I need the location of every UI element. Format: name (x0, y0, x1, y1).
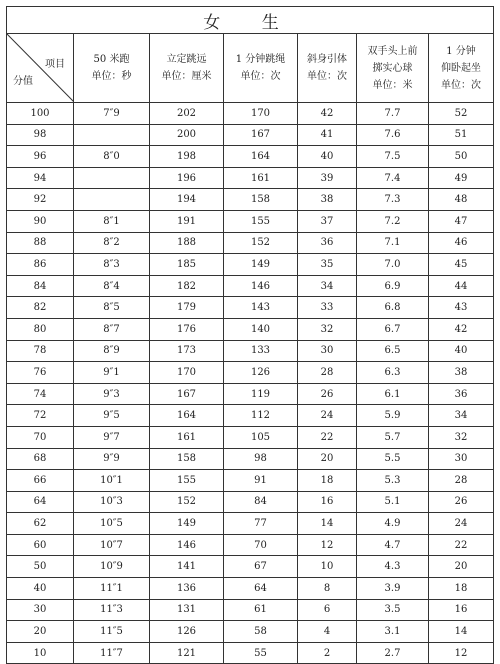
table-cell: 36 (298, 232, 357, 254)
score-cell: 74 (7, 383, 74, 405)
table-cell: 8″2 (74, 232, 150, 254)
table-cell: 6.8 (357, 297, 429, 319)
table-cell: 6.1 (357, 383, 429, 405)
table-cell (74, 189, 150, 211)
table-cell: 52 (429, 103, 494, 125)
table-cell: 18 (298, 470, 357, 492)
table-cell: 35 (298, 254, 357, 276)
table-cell: 6 (298, 599, 357, 621)
table-cell: 4 (298, 621, 357, 643)
table-cell: 44 (429, 275, 494, 297)
score-cell: 68 (7, 448, 74, 470)
score-cell: 80 (7, 318, 74, 340)
table-cell: 70 (224, 534, 298, 556)
table-row (7, 448, 494, 470)
table-cell: 14 (298, 513, 357, 535)
column-header-line: 双手头上前 (367, 45, 418, 57)
score-cell: 64 (7, 491, 74, 513)
table-cell: 5.5 (357, 448, 429, 470)
table-cell: 11″1 (74, 578, 150, 600)
table-cell: 11″7 (74, 642, 150, 664)
table-cell: 164 (150, 405, 224, 427)
table-row (7, 124, 494, 146)
table-cell: 11″3 (74, 599, 150, 621)
table-cell: 121 (150, 642, 224, 664)
table-row (7, 556, 494, 578)
table-cell: 30 (429, 448, 494, 470)
table-cell: 185 (150, 254, 224, 276)
table-cell: 6.9 (357, 275, 429, 297)
table-cell: 7″9 (74, 103, 150, 125)
table-cell: 143 (224, 297, 298, 319)
table-cell: 112 (224, 405, 298, 427)
table-cell: 50 (429, 146, 494, 168)
table-cell: 7.7 (357, 103, 429, 125)
table-cell: 2 (298, 642, 357, 664)
table-cell: 8″5 (74, 297, 150, 319)
diagonal-header-cell (7, 34, 74, 103)
table-cell: 7.6 (357, 124, 429, 146)
score-cell: 84 (7, 275, 74, 297)
table-cell: 164 (224, 146, 298, 168)
score-cell: 90 (7, 210, 74, 232)
score-cell: 82 (7, 297, 74, 319)
table-cell: 36 (429, 383, 494, 405)
score-cell: 100 (7, 103, 74, 125)
score-cell: 88 (7, 232, 74, 254)
table-cell: 10″5 (74, 513, 150, 535)
table-cell: 64 (224, 578, 298, 600)
table-cell: 126 (150, 621, 224, 643)
table-cell: 9″3 (74, 383, 150, 405)
score-cell: 72 (7, 405, 74, 427)
table-cell: 6.3 (357, 362, 429, 384)
table-cell: 55 (224, 642, 298, 664)
table-cell: 141 (150, 556, 224, 578)
table-cell: 149 (224, 254, 298, 276)
table-cell: 16 (429, 599, 494, 621)
table-body (7, 103, 494, 664)
table-cell: 4.9 (357, 513, 429, 535)
table-cell: 47 (429, 210, 494, 232)
column-header-unit: 单位：次 (441, 79, 481, 91)
table-row (7, 340, 494, 362)
column-header-unit: 单位：次 (240, 71, 281, 82)
table-cell: 84 (224, 491, 298, 513)
column-header-line: 斜身引体 (307, 54, 347, 65)
table-cell: 161 (150, 426, 224, 448)
table-cell: 38 (429, 362, 494, 384)
table-cell: 12 (298, 534, 357, 556)
table-cell: 4.7 (357, 534, 429, 556)
table-cell: 3.1 (357, 621, 429, 643)
table-cell: 10″9 (74, 556, 150, 578)
table-cell: 8″7 (74, 318, 150, 340)
table-row (7, 405, 494, 427)
score-cell: 86 (7, 254, 74, 276)
table-row (7, 297, 494, 319)
table-cell: 9″7 (74, 426, 150, 448)
table-row (7, 275, 494, 297)
table-cell: 46 (429, 232, 494, 254)
table-cell: 51 (429, 124, 494, 146)
score-table (6, 6, 494, 664)
table-cell: 61 (224, 599, 298, 621)
table-cell: 146 (224, 275, 298, 297)
table-cell: 6.5 (357, 340, 429, 362)
table-cell: 14 (429, 621, 494, 643)
column-header-standing-jump (150, 34, 224, 103)
table-cell: 8 (298, 578, 357, 600)
table-cell: 173 (150, 340, 224, 362)
table-cell: 7.4 (357, 167, 429, 189)
table-cell: 22 (298, 426, 357, 448)
table-cell: 161 (224, 167, 298, 189)
table-row (7, 426, 494, 448)
table-cell: 34 (298, 275, 357, 297)
score-cell: 10 (7, 642, 74, 664)
table-cell: 30 (298, 340, 357, 362)
table-cell: 4.3 (357, 556, 429, 578)
score-cell: 70 (7, 426, 74, 448)
table-cell: 24 (298, 405, 357, 427)
column-header-unit: 单位：米 (372, 79, 413, 91)
table-row (7, 513, 494, 535)
table-cell: 41 (298, 124, 357, 146)
score-cell: 78 (7, 340, 74, 362)
column-header-line: 1 分钟跳绳 (235, 54, 286, 65)
table-cell: 167 (150, 383, 224, 405)
table-row (7, 534, 494, 556)
table-cell: 42 (298, 103, 357, 125)
column-header-rope-skipping (224, 34, 298, 103)
column-header-ball-throw (357, 34, 429, 103)
table-cell: 5.9 (357, 405, 429, 427)
column-header-line: 50 米跑 (93, 54, 130, 65)
column-header-unit: 单位：厘米 (161, 71, 212, 82)
table-cell: 2.7 (357, 642, 429, 664)
score-cell: 30 (7, 599, 74, 621)
column-header-50m-run (74, 34, 150, 103)
table-cell: 5.1 (357, 491, 429, 513)
table-cell: 149 (150, 513, 224, 535)
table-cell: 7.2 (357, 210, 429, 232)
score-cell: 66 (7, 470, 74, 492)
table-cell: 167 (224, 124, 298, 146)
table-cell (74, 124, 150, 146)
corner-label-score: 分值 (13, 76, 33, 87)
score-cell: 20 (7, 621, 74, 643)
table-cell: 170 (224, 103, 298, 125)
table-row (7, 578, 494, 600)
score-cell: 94 (7, 167, 74, 189)
column-header-line: 掷实心球 (372, 62, 413, 74)
table-cell: 26 (429, 491, 494, 513)
table-cell: 40 (298, 146, 357, 168)
table-cell: 12 (429, 642, 494, 664)
table-cell: 39 (298, 167, 357, 189)
score-cell: 96 (7, 146, 74, 168)
score-cell: 98 (7, 124, 74, 146)
table-cell: 8″3 (74, 254, 150, 276)
table-cell: 10″1 (74, 470, 150, 492)
table-row (7, 383, 494, 405)
table-cell: 3.9 (357, 578, 429, 600)
table-title: 女 生 (7, 7, 494, 34)
table-cell: 37 (298, 210, 357, 232)
table-cell: 7.0 (357, 254, 429, 276)
column-header-line: 仰卧起坐 (441, 62, 481, 74)
table-cell: 7.1 (357, 232, 429, 254)
table-cell: 20 (429, 556, 494, 578)
corner-label-item: 项目 (45, 59, 65, 70)
table-cell: 158 (150, 448, 224, 470)
table-cell: 22 (429, 534, 494, 556)
table-cell: 34 (429, 405, 494, 427)
table-cell: 152 (150, 491, 224, 513)
table-cell: 7.3 (357, 189, 429, 211)
table-cell: 136 (150, 578, 224, 600)
table-cell: 8″9 (74, 340, 150, 362)
table-cell: 155 (224, 210, 298, 232)
table-row (7, 167, 494, 189)
table-cell: 182 (150, 275, 224, 297)
table-cell: 38 (298, 189, 357, 211)
table-cell: 158 (224, 189, 298, 211)
table-cell: 133 (224, 340, 298, 362)
table-cell: 126 (224, 362, 298, 384)
table-row (7, 146, 494, 168)
table-cell: 18 (429, 578, 494, 600)
table-row (7, 599, 494, 621)
table-cell: 105 (224, 426, 298, 448)
table-cell: 77 (224, 513, 298, 535)
table-cell: 8″1 (74, 210, 150, 232)
table-cell: 11″5 (74, 621, 150, 643)
table-cell: 48 (429, 189, 494, 211)
table-row (7, 362, 494, 384)
table-cell: 200 (150, 124, 224, 146)
table-cell: 8″4 (74, 275, 150, 297)
score-cell: 50 (7, 556, 74, 578)
column-header-line: 立定跳远 (166, 54, 207, 65)
table-cell: 28 (429, 470, 494, 492)
column-header-line: 1 分钟 (446, 45, 476, 57)
table-cell: 152 (224, 232, 298, 254)
table-cell: 40 (429, 340, 494, 362)
header-row (7, 34, 494, 103)
table-cell: 10″3 (74, 491, 150, 513)
table-cell: 8″0 (74, 146, 150, 168)
table-cell: 98 (224, 448, 298, 470)
table-cell: 33 (298, 297, 357, 319)
table-cell: 188 (150, 232, 224, 254)
table-cell: 9″9 (74, 448, 150, 470)
score-cell: 40 (7, 578, 74, 600)
table-cell: 194 (150, 189, 224, 211)
score-table-sheet (6, 6, 493, 664)
table-cell: 32 (429, 426, 494, 448)
table-cell: 196 (150, 167, 224, 189)
table-row (7, 189, 494, 211)
column-header-unit: 单位：秒 (91, 71, 132, 82)
table-row (7, 232, 494, 254)
table-cell: 146 (150, 534, 224, 556)
column-header-situps (429, 34, 494, 103)
score-cell: 62 (7, 513, 74, 535)
table-cell: 28 (298, 362, 357, 384)
table-cell: 9″5 (74, 405, 150, 427)
table-cell: 179 (150, 297, 224, 319)
column-header-unit: 单位：次 (307, 71, 347, 82)
table-cell: 49 (429, 167, 494, 189)
table-cell: 5.3 (357, 470, 429, 492)
table-cell: 16 (298, 491, 357, 513)
table-cell: 9″1 (74, 362, 150, 384)
score-cell: 76 (7, 362, 74, 384)
table-row (7, 621, 494, 643)
table-cell: 3.5 (357, 599, 429, 621)
table-row (7, 254, 494, 276)
table-cell: 10″7 (74, 534, 150, 556)
table-cell: 45 (429, 254, 494, 276)
table-cell: 24 (429, 513, 494, 535)
table-cell: 58 (224, 621, 298, 643)
column-header-inclined-pullup (298, 34, 357, 103)
table-cell: 131 (150, 599, 224, 621)
table-cell: 32 (298, 318, 357, 340)
table-cell: 170 (150, 362, 224, 384)
table-cell: 20 (298, 448, 357, 470)
table-row (7, 210, 494, 232)
table-cell: 191 (150, 210, 224, 232)
table-cell: 43 (429, 297, 494, 319)
table-cell: 67 (224, 556, 298, 578)
table-cell: 119 (224, 383, 298, 405)
table-cell (74, 167, 150, 189)
table-cell: 155 (150, 470, 224, 492)
table-cell: 10 (298, 556, 357, 578)
score-cell: 92 (7, 189, 74, 211)
table-cell: 7.5 (357, 146, 429, 168)
table-cell: 42 (429, 318, 494, 340)
table-cell: 176 (150, 318, 224, 340)
table-row (7, 103, 494, 125)
table-cell: 26 (298, 383, 357, 405)
table-cell: 202 (150, 103, 224, 125)
table-row (7, 318, 494, 340)
table-row (7, 491, 494, 513)
table-cell: 198 (150, 146, 224, 168)
table-cell: 91 (224, 470, 298, 492)
table-cell: 5.7 (357, 426, 429, 448)
score-cell: 60 (7, 534, 74, 556)
table-cell: 140 (224, 318, 298, 340)
table-row (7, 470, 494, 492)
table-cell: 6.7 (357, 318, 429, 340)
